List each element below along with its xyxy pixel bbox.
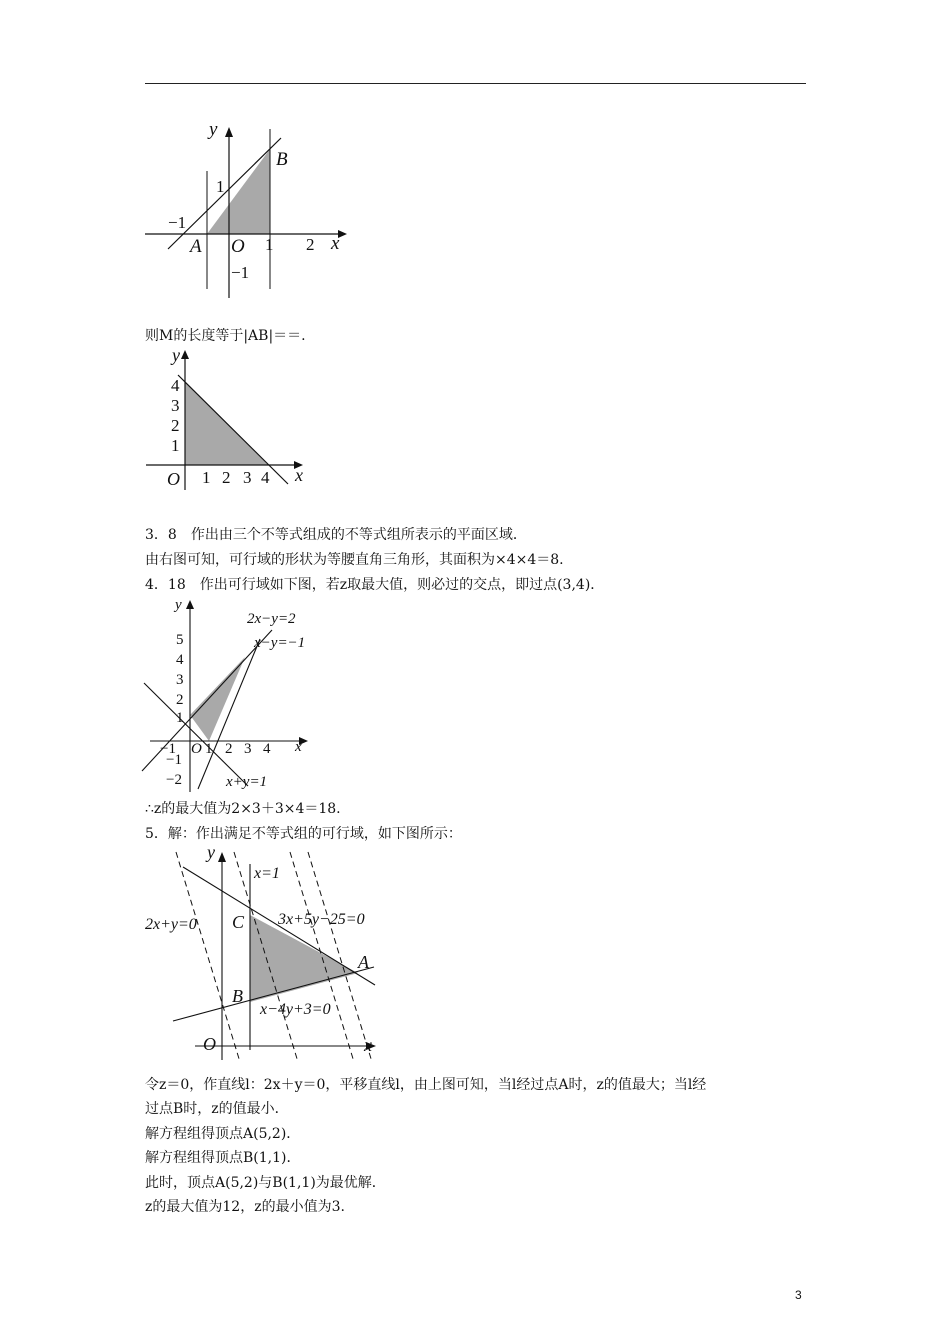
origin-label: O xyxy=(167,469,180,489)
line-label-3x-5y: 3x+5y−25=0 xyxy=(278,911,365,928)
text-line: z的最大值为12，z的最小值为3. xyxy=(145,1199,345,1215)
text-line: 此时，顶点A(5,2)与B(1,1)为最优解． xyxy=(145,1175,386,1191)
figure-linear-programming xyxy=(140,840,385,1065)
line-label-2x-y-2: 2x−y=2 xyxy=(247,611,296,627)
text-line: 由右图可知，可行域的形状为等腰直角三角形，其面积为×4×4＝8. xyxy=(145,552,564,568)
y-axis-label: y xyxy=(175,597,182,613)
point-B-label: B xyxy=(232,986,243,1006)
text-line: 令z＝0，作直线l：2x＋y＝0，平移直线l，由上图可知，当l经过点A时，z的值最大；当l经 xyxy=(145,1077,707,1093)
tick-x-1: 1 xyxy=(265,235,274,254)
tick-x-2: 2 xyxy=(225,741,233,757)
line-label-x-y-neg1: x−y=−1 xyxy=(254,635,306,651)
page-number: 3 xyxy=(795,1288,802,1302)
text-line: 解方程组得顶点A(5,2)． xyxy=(145,1126,301,1142)
y-axis-label: y xyxy=(207,842,215,862)
tick-x-neg1: −1 xyxy=(168,213,187,232)
figure-feasible-region xyxy=(140,596,315,796)
text-line: 4．18 作出可行域如下图，若z取最大值，则必过的交点，即过点(3,4)． xyxy=(145,577,605,593)
tick-y-neg2: −2 xyxy=(166,772,182,788)
point-A-label: A xyxy=(358,952,369,972)
tick-y-1: 1 xyxy=(216,177,225,196)
origin-label: O xyxy=(231,236,245,257)
tick-y-2: 2 xyxy=(176,692,184,708)
line-label-x-eq-1: x=1 xyxy=(254,865,280,882)
figure-right-triangle xyxy=(140,344,320,492)
x-axis-label: x xyxy=(364,1035,372,1055)
y-axis-label: y xyxy=(172,345,180,365)
tick-y-neg1: −1 xyxy=(231,263,250,282)
tick-x-neg1: −1 xyxy=(160,741,176,757)
x-axis-label: x xyxy=(295,465,303,485)
tick-y-1: 1 xyxy=(171,436,180,455)
point-C-label: C xyxy=(232,912,245,932)
shaded-region xyxy=(190,657,245,741)
tick-x-4: 4 xyxy=(263,741,271,757)
tick-y-3: 3 xyxy=(171,396,180,415)
tick-x-2: 2 xyxy=(306,235,315,254)
text-line: 则M的长度等于|AB|＝＝. xyxy=(145,328,306,344)
y-axis-label: y xyxy=(209,119,218,140)
tick-y-neg1: −1 xyxy=(166,752,182,768)
tick-x-3: 3 xyxy=(244,741,252,757)
line-label-x-plus-y-1: x+y=1 xyxy=(226,774,268,790)
text-line: 3．8 作出由三个不等式组成的不等式组所表示的平面区域． xyxy=(145,527,527,543)
header-rule xyxy=(145,83,806,84)
x-axis-label: x xyxy=(331,233,340,254)
tick-x-1: 1 xyxy=(205,741,213,757)
tick-y-3: 3 xyxy=(176,672,184,688)
text-line: ∴z的最大值为2×3＋3×4＝18. xyxy=(145,801,341,817)
tick-x-1: 1 xyxy=(202,468,211,487)
tick-y-4: 4 xyxy=(171,376,180,395)
text-line: 5．解：作出满足不等式组的可行域，如下图所示： xyxy=(145,826,462,842)
tick-x-2: 2 xyxy=(222,468,231,487)
line-label-x-4y: x−4y+3=0 xyxy=(260,1001,331,1018)
text-line: 过点B时，z的值最小． xyxy=(145,1101,289,1117)
origin-label: O xyxy=(203,1034,216,1054)
tick-y-2: 2 xyxy=(171,416,180,435)
tick-x-4: 4 xyxy=(261,468,270,487)
line-label-2x-plus-y: 2x+y=0 xyxy=(145,916,197,933)
tick-x-3: 3 xyxy=(243,468,252,487)
x-axis-label: x xyxy=(295,739,302,755)
tick-y-1: 1 xyxy=(176,710,184,726)
tick-y-5: 5 xyxy=(176,632,184,648)
tick-y-4: 4 xyxy=(176,652,184,668)
origin-label: O xyxy=(191,741,202,757)
point-A-label: A xyxy=(190,236,202,257)
text-line: 解方程组得顶点B(1,1)． xyxy=(145,1150,301,1166)
figure-triangle-AB xyxy=(140,115,355,305)
point-B-label: B xyxy=(276,149,288,170)
